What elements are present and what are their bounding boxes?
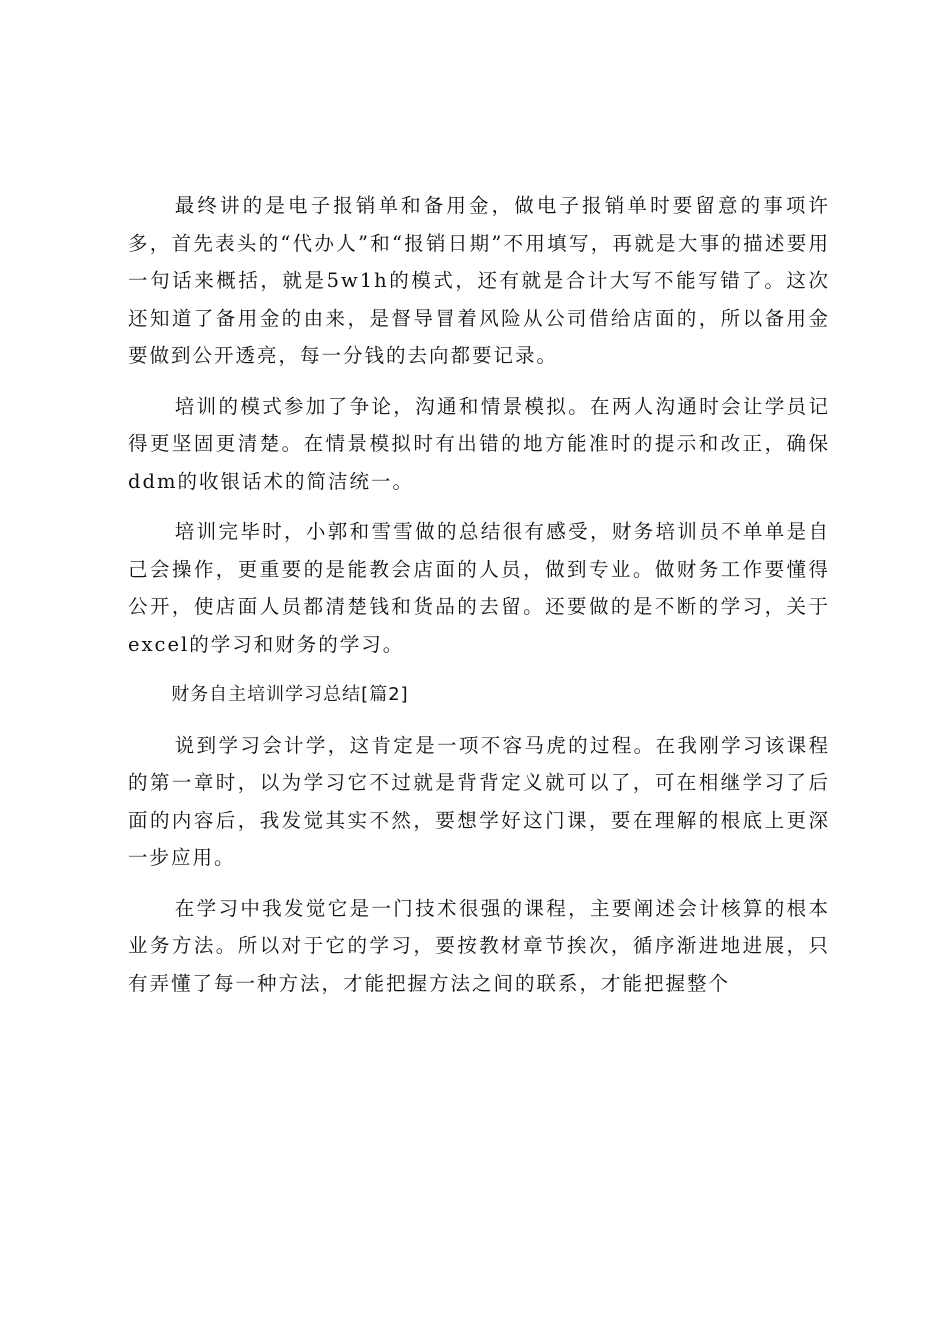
paragraph-expense-report: 最终讲的是电子报销单和备用金，做电子报销单时要留意的事项许多，首先表头的“代办人”和“报销日期”不用填写，再就是大事的描述要用一句话来概括，就是5w1h的模式，还有就是合计大写不能写错了。这次还知道了备用金的由来，是督导冒着风险从公司借给店面的，所以备用金要做到公开透亮，每一分钱的去向都要记录。 — [128, 194, 830, 367]
document-body — [128, 187, 830, 1015]
paragraph-accounting-intro: 说到学习会计学，这肯定是一项不容马虎的过程。在我刚学习该课程的第一章时，以为学习它不过就是背背定义就可以了，可在相继学习了后面的内容后，我发觉其实不然，要想学好这门课，要在理解的根底上更深一步应用。 — [128, 733, 830, 869]
paragraph-accounting-method: 在学习中我发觉它是一门技术很强的课程，主要阐述会计核算的根本业务方法。所以对于它的学习，要按教材章节挨次，循序渐进地进展，只有弄懂了每一种方法，才能把握方法之间的联系，才能把握整个 — [128, 896, 830, 995]
section-heading: 财务自主培训学习总结[篇2] — [171, 684, 409, 705]
paragraph-training-summary: 培训完毕时，小郭和雪雪做的总结很有感受，财务培训员不单单是自己会操作，更重要的是能教会店面的人员，做到专业。做财务工作要懂得公开，使店面人员都清楚钱和货品的去留。还要做的是不断的学习，关于excel的学习和财务的学习。 — [128, 520, 830, 656]
paragraph-training-mode: 培训的模式参加了争论，沟通和情景模拟。在两人沟通时会让学员记得更坚固更清楚。在情景模拟时有出错的地方能准时的提示和改正，确保ddm的收银话术的简洁统一。 — [128, 394, 830, 493]
